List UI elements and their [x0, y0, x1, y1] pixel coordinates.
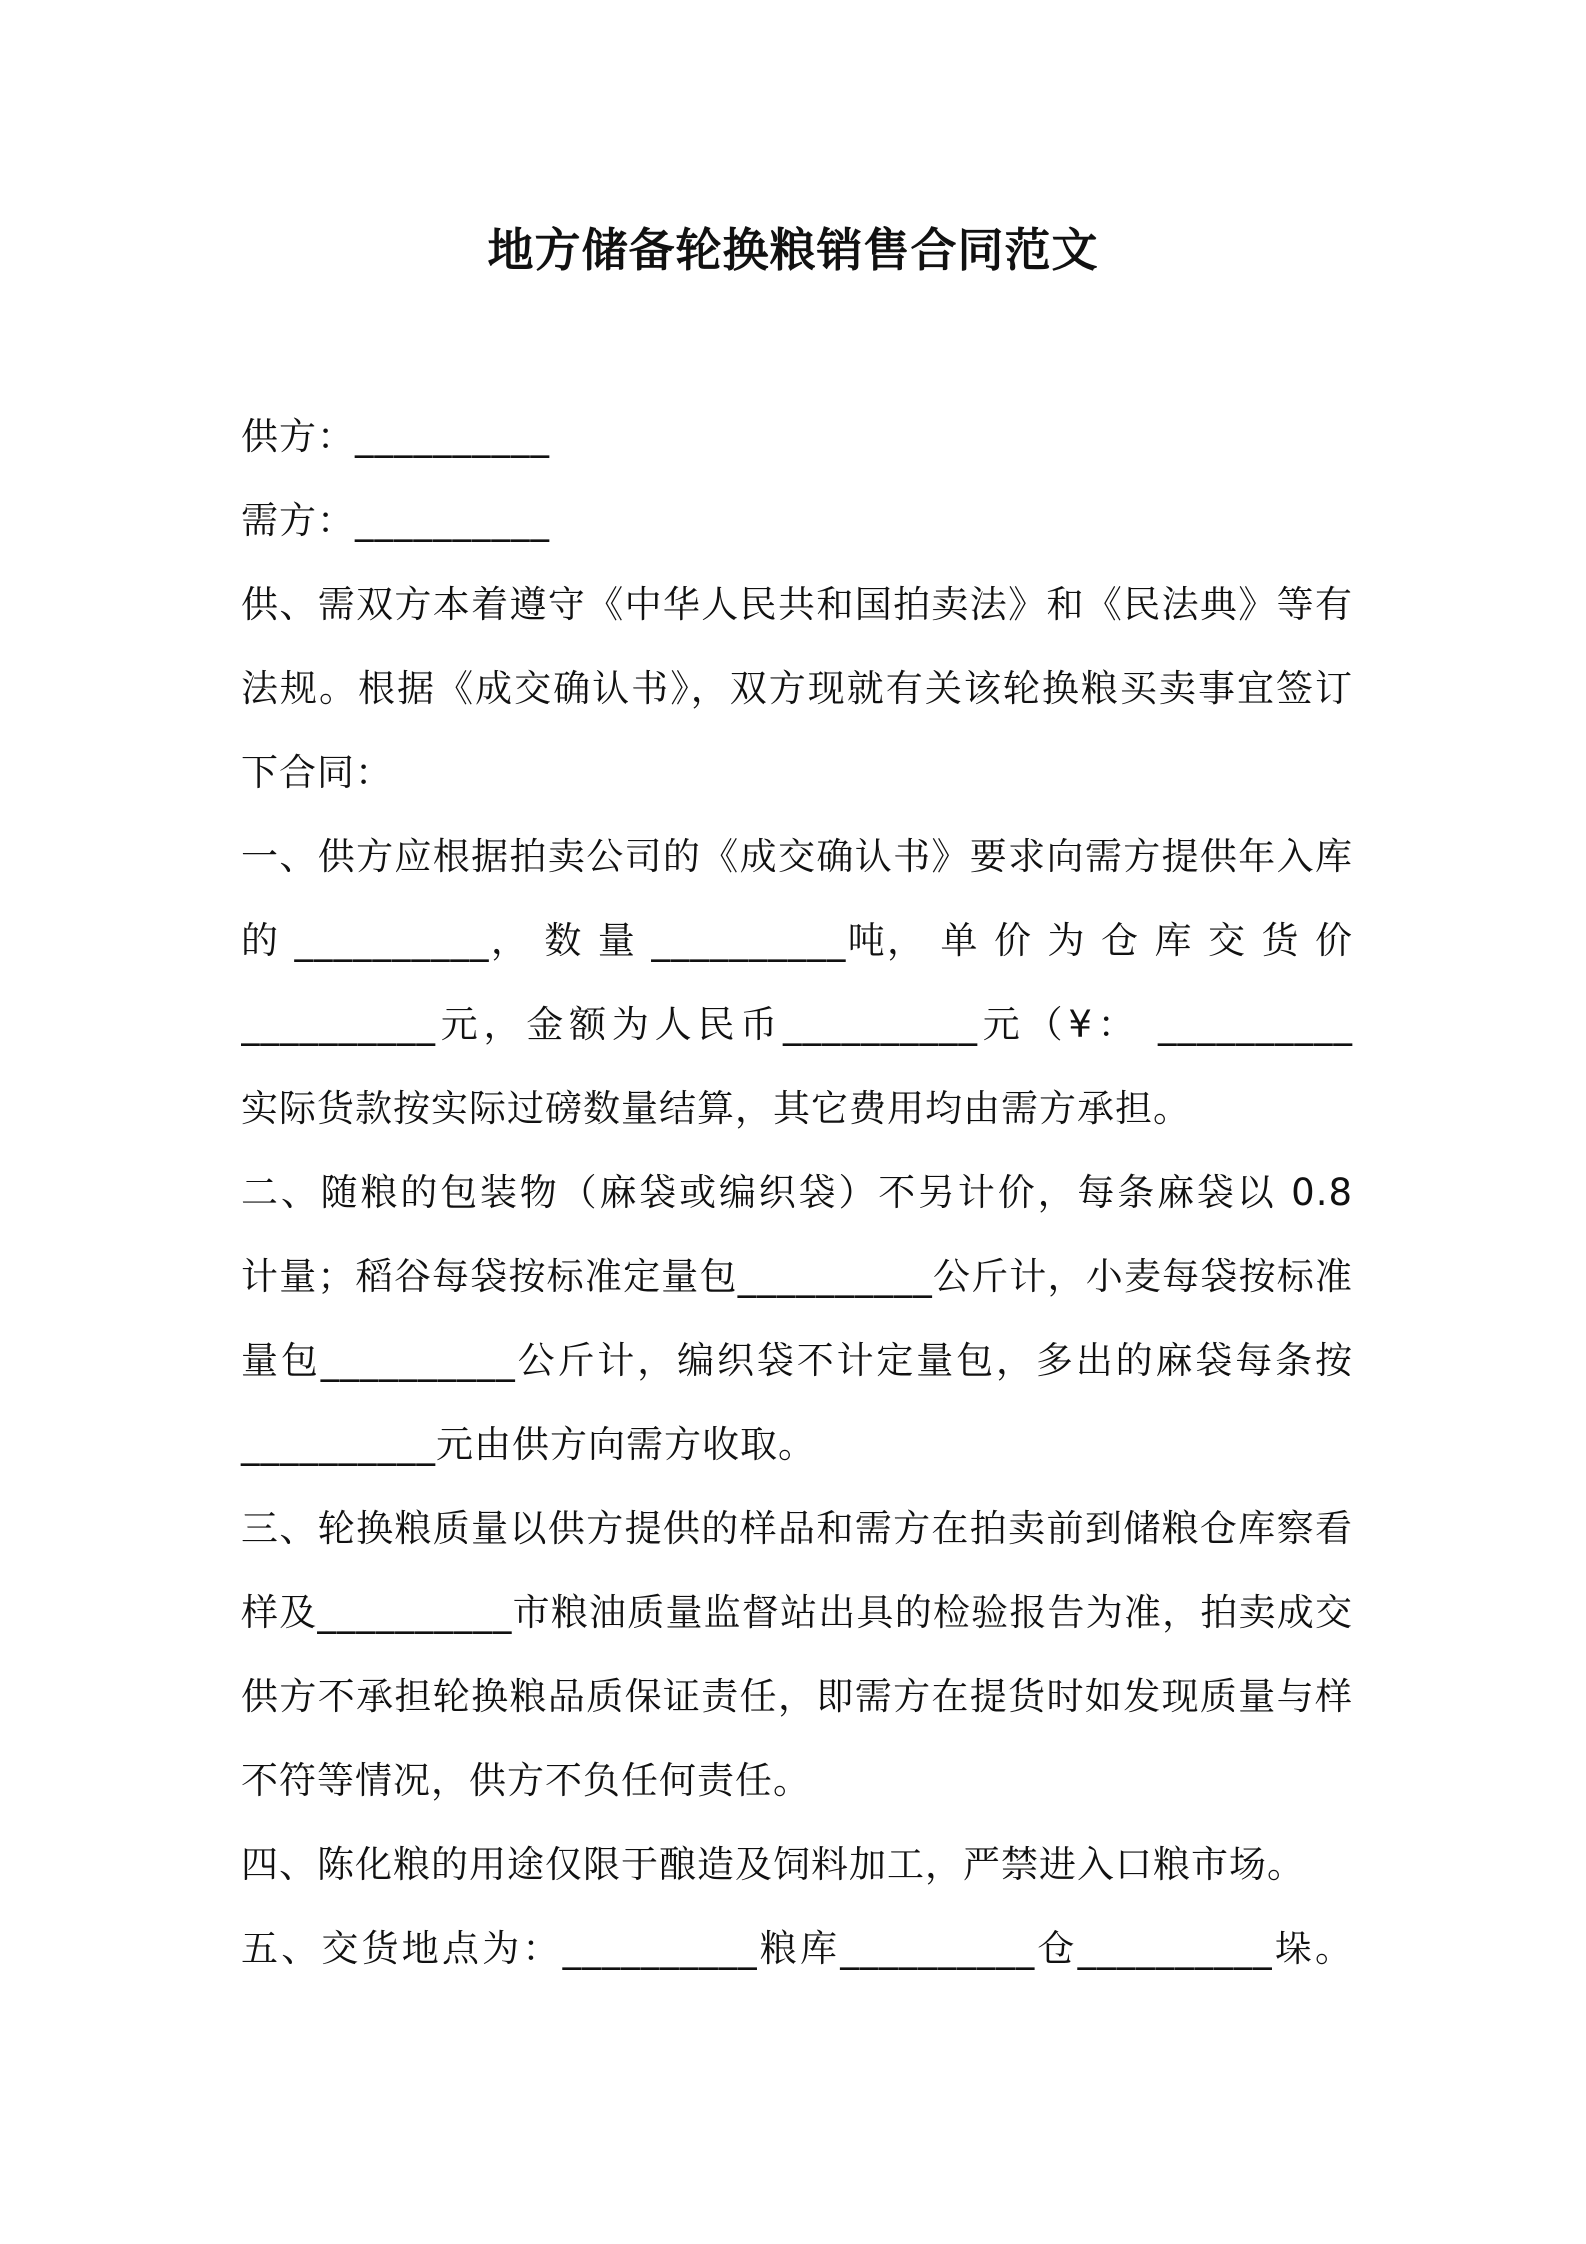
clause-3-line: 不符等情况，供方不负任何责任。 [241, 1759, 811, 1802]
clause-1-line: 一、供方应根据拍卖公司的《成交确认书》要求向需方提供年入库 [241, 835, 1353, 878]
preamble-line: 下合同： [241, 751, 393, 794]
preamble-line: 法规。根据《成交确认书》，双方现就有关该轮换粮买卖事宜签订 [241, 667, 1353, 710]
preamble-line: 供、需双方本着遵守《中华人民共和国拍卖法》和《民法典》等有 [241, 583, 1353, 626]
clause-2-line: 计量；稻谷每袋按标准定量包__________公斤计，小麦每袋按标准 [241, 1255, 1353, 1298]
clause-1-line: 实际货款按实际过磅数量结算，其它费用均由需方承担。 [241, 1087, 1191, 1130]
clause-5-line: 五、交货地点为：__________粮库__________仓__________垛。 [241, 1927, 1353, 1970]
document-title: 地方储备轮换粮销售合同范文 [487, 223, 1099, 277]
clause-2-line: __________元由供方向需方收取。 [241, 1423, 816, 1466]
clause-1-line: __________元，金额为人民币__________元（¥： __________ [241, 1003, 1353, 1046]
clause-4-line: 四、陈化粮的用途仅限于酿造及饲料加工，严禁进入口粮市场。 [241, 1843, 1305, 1886]
supplier-line: 供方：__________ [241, 415, 550, 458]
document-body [241, 395, 1353, 1991]
clause-3-line: 三、轮换粮质量以供方提供的样品和需方在拍卖前到储粮仓库察看 [241, 1507, 1353, 1550]
clause-2-line: 二、随粮的包装物（麻袋或编织袋）不另计价，每条麻袋以 0.8 [241, 1171, 1353, 1214]
clause-1-line: 的 __________， 数 量 __________吨， 单 价 为 仓 库 交 货 价 [241, 919, 1353, 962]
clause-2-line: 量包__________公斤计，编织袋不计定量包，多出的麻袋每条按 [241, 1339, 1353, 1382]
clause-3-line: 供方不承担轮换粮品质保证责任，即需方在提货时如发现质量与样 [241, 1675, 1353, 1718]
clause-3-line: 样及__________市粮油质量监督站出具的检验报告为准，拍卖成交 [241, 1591, 1353, 1634]
buyer-line: 需方：__________ [241, 499, 550, 542]
